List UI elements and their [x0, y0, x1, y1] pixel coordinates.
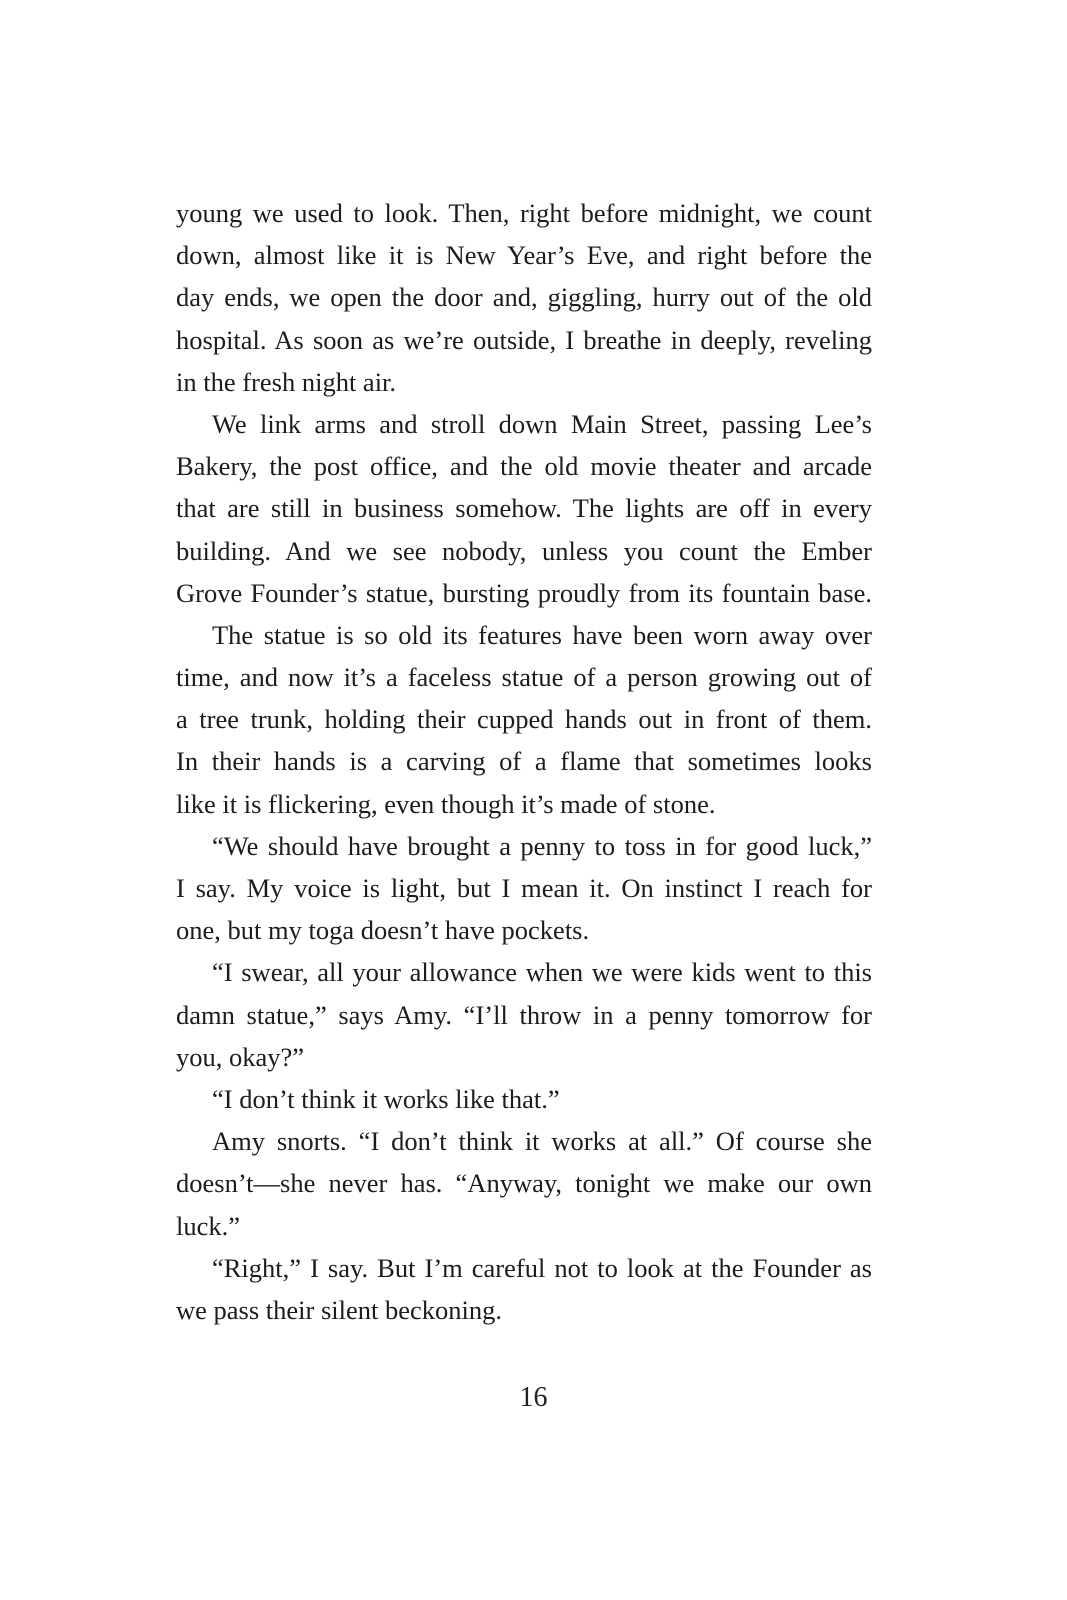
- text-line: “I swear, all your allowance when we were kids went to this: [212, 957, 872, 988]
- text-line: doesn’t—she never has. “Anyway, tonight we make our own: [176, 1168, 872, 1199]
- text-line: down, almost like it is New Year’s Eve, and right before the: [176, 240, 872, 271]
- text-line: “Right,” I say. But I’m careful not to look at the Founder as: [212, 1252, 872, 1283]
- text-line: hospital. As soon as we’re outside, I breathe in deeply, reveling: [176, 324, 872, 355]
- text-line: in the fresh night air.: [176, 366, 397, 397]
- text-line: luck.”: [176, 1210, 241, 1241]
- text-line: In their hands is a carving of a flame that sometimes looks: [176, 746, 872, 777]
- text-line: We link arms and stroll down Main Street, passing Lee’s: [212, 408, 872, 439]
- text-line: Amy snorts. “I don’t think it works at all.” Of course she: [212, 1126, 872, 1157]
- text-line: like it is flickering, even though it’s made of stone.: [176, 788, 716, 819]
- body-text: [176, 192, 872, 1331]
- text-line: one, but my toga doesn’t have pockets.: [176, 915, 590, 946]
- text-line: Bakery, the post office, and the old movie theater and arcade: [176, 451, 872, 482]
- text-line: damn statue,” says Amy. “I’ll throw in a penny tomorrow for: [176, 999, 872, 1030]
- text-line: building. And we see nobody, unless you count the Ember: [176, 535, 872, 566]
- page-number: 16: [519, 1382, 548, 1413]
- text-line: “I don’t think it works like that.”: [212, 1083, 560, 1114]
- text-line: “We should have brought a penny to toss in for good luck,”: [212, 830, 872, 861]
- text-line: I say. My voice is light, but I mean it. On instinct I reach for: [176, 873, 872, 903]
- text-line: that are still in business somehow. The lights are off in every: [176, 493, 872, 524]
- text-line: you, okay?”: [176, 1041, 305, 1072]
- text-line: time, and now it’s a faceless statue of a person growing out of: [176, 662, 872, 693]
- text-line: The statue is so old its features have been worn away over: [212, 619, 872, 650]
- text-line: we pass their silent beckoning.: [176, 1294, 503, 1325]
- text-line: a tree trunk, holding their cupped hands out in front of them.: [176, 704, 872, 735]
- text-line: young we used to look. Then, right before midnight, we count: [176, 198, 872, 228]
- text-line: day ends, we open the door and, giggling, hurry out of the old: [176, 282, 872, 313]
- text-line: Grove Founder’s statue, bursting proudly from its fountain base.: [176, 577, 872, 608]
